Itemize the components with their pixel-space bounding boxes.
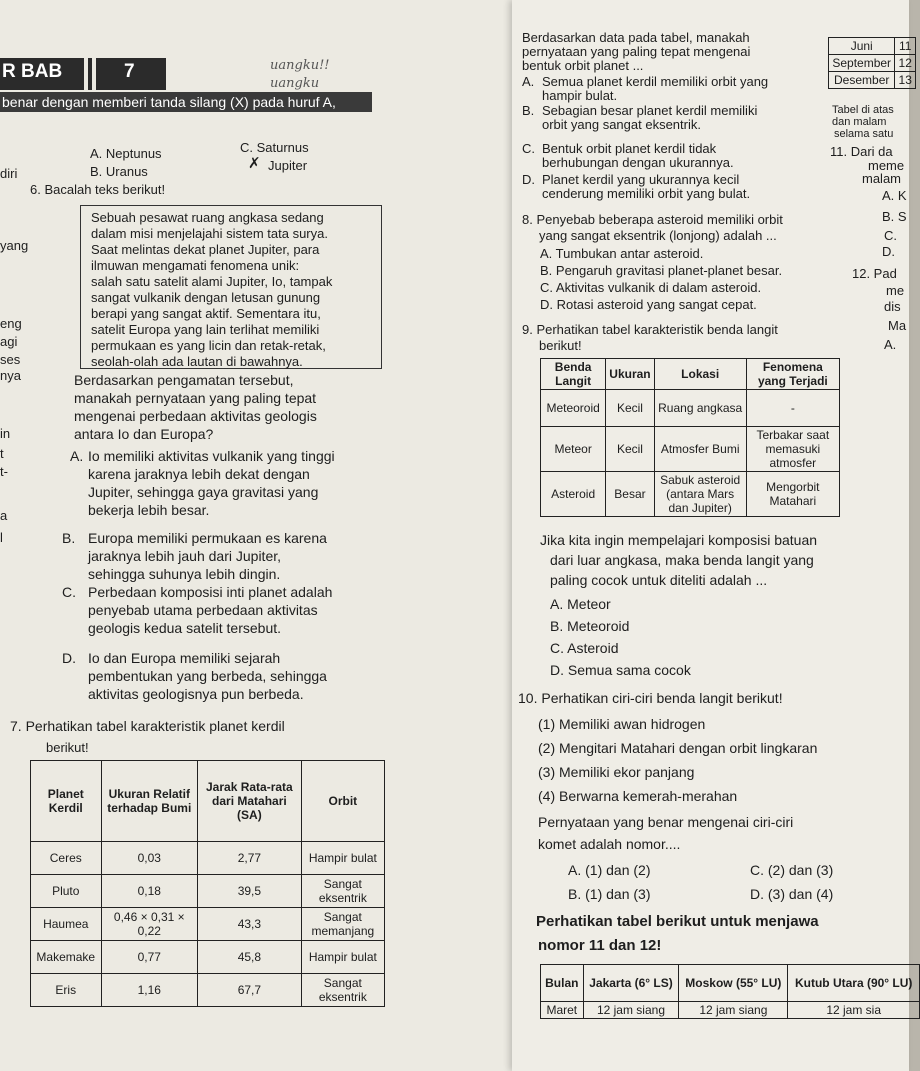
question-line: pernyataan yang paling tepat mengenai [522,44,751,59]
option-line: Perbedaan komposisi inti planet adalah [88,584,333,600]
q10-label: 10. Perhatikan ciri-ciri benda langit berikut! [518,690,783,706]
table-cell: Juni [829,38,895,55]
fragment-line: malam [862,171,902,186]
q8-label: 8. Penyebab beberapa asteroid memiliki orbit [522,212,783,227]
q6-label: 6. Bacalah teks berikut! [30,182,166,197]
table-cell: Kecil [606,390,654,427]
option-letter: D. [522,172,535,187]
option-line: Europa memiliki permukaan es karena [88,530,327,546]
divider [84,58,88,90]
question-line: antara Io dan Europa? [74,426,214,442]
column-header: Planet Kerdil [31,761,102,842]
table-cell: Sangat memanjang [301,908,384,941]
option-line: sehingga suhunya lebih dingin. [88,566,281,582]
option-c[interactable]: C. Saturnus [240,140,309,155]
question-line: paling cocok untuk diteliti adalah ... [550,572,768,588]
option-letter: D. [62,650,76,666]
table-row [829,55,916,72]
table-cell: Hampir bulat [301,941,384,974]
table-cell: 12 jam sia [788,1002,920,1019]
edge-word: nya [0,368,21,383]
list-item: (1) Memiliki awan hidrogen [538,716,706,732]
table-cell: 0,18 [101,875,198,908]
table-row [829,72,916,89]
table-row [31,908,385,941]
question-line: Berdasarkan pengamatan tersebut, [74,372,294,388]
column-header: Orbit [301,761,384,842]
question-line: bentuk orbit planet ... [522,58,644,73]
chapter-header [0,58,166,90]
column-header: Jakarta (6° LS) [583,965,679,1002]
option-line: jaraknya lebih jauh dari Jupiter, [88,548,282,564]
question-line: Pernyataan yang benar mengenai ciri-ciri [538,814,794,830]
instruction-line: Perhatikan tabel berikut untuk menjawa [536,913,819,930]
edge-word: yang [0,238,29,253]
table-row [31,842,385,875]
option-line: B. Meteoroid [550,618,630,634]
option-line: D. Rotasi asteroid yang sangat cepat. [540,297,757,312]
table-cell: 0,46 × 0,31 × 0,22 [101,908,198,941]
option-b[interactable]: B. Uranus [90,164,148,179]
edge-text: diri [0,166,18,181]
q6-passage-box [80,205,382,369]
table-cell: 45,8 [198,941,302,974]
table-cell: Kecil [606,427,654,472]
option-line: C. Asteroid [550,640,619,656]
option-letter: B. [62,530,76,546]
passage-line: ilmuwan mengamati fenomena unik: [91,258,300,273]
option-letter: C. [522,141,535,156]
table-row [541,427,840,472]
fragment-line: 11. Dari da [830,144,893,159]
option-line: berhubungan dengan ukurannya. [542,155,734,170]
column-header: Kutub Utara (90° LU) [788,965,920,1002]
fragment-line: C. [884,228,897,243]
table-cell: 12 [895,55,916,72]
option-line: D. Semua sama cocok [550,662,691,678]
passage-line: permukaan es yang licin dan retak-retak, [91,338,326,353]
table-cell: Hampir bulat [301,842,384,875]
option-line: Planet kerdil yang ukurannya kecil [542,172,740,187]
table-cell: Desember [829,72,895,89]
table-cell: 39,5 [198,875,302,908]
table-cell: Meteoroid [541,390,606,427]
option-letter: C. [62,584,76,600]
table-cell: Pluto [31,875,102,908]
cross-mark: ✗ [248,155,261,172]
question-line: komet adalah nomor.... [538,836,681,852]
celestial-table [540,358,840,517]
option-line: Jupiter, sehingga gaya gravitasi yang [88,484,319,500]
table-cell: Sangat eksentrik [301,875,384,908]
caption-line: dan malam [832,116,887,128]
option-line: C. (2) dan (3) [750,862,834,878]
option-line: Bentuk orbit planet kerdil tidak [542,141,717,156]
fragment-line: dis [884,299,901,314]
chapter-label: R BAB [2,61,63,82]
edge-word: eng [0,316,22,331]
passage-line: salah satu satelit alami Jupiter, Io, tampak [91,274,333,289]
option-line: B. Pengaruh gravitasi planet-planet besar. [540,263,783,278]
option-d[interactable]: Jupiter [268,158,308,173]
table-cell: Mengorbit Matahari [746,472,839,517]
table-row [829,38,916,55]
passage-line: satelit Europa yang lain terlihat memiliki [91,322,320,337]
option-line: aktivitas geologisnya pun berbeda. [88,686,304,702]
table-row [31,875,385,908]
passage-line: dalam misi menjelajahi sistem tata surya. [91,226,328,241]
column-header: Benda Langit [541,359,606,390]
q7-label: 7. Perhatikan tabel karakteristik planet kerdil [10,718,285,734]
table-cell: Besar [606,472,654,517]
column-header: Moskow (55° LU) [679,965,788,1002]
edge-word: a [0,508,8,523]
list-item: (3) Memiliki ekor panjang [538,764,695,780]
table-cell: 12 jam siang [679,1002,788,1019]
instruction-line: nomor 11 dan 12! [538,937,662,954]
list-item: (2) Mengitari Matahari dengan orbit lingkaran [538,740,818,756]
edge-word: t- [0,464,8,479]
table-row [31,974,385,1007]
table-cell: September [829,55,895,72]
option-line: pembentukan yang berbeda, sehingga [88,668,327,684]
column-header: Lokasi [654,359,746,390]
handwriting: uangku [270,76,320,91]
table-cell: - [746,390,839,427]
list-item: (4) Berwarna kemerah-merahan [538,788,738,804]
option-line: orbit yang sangat eksentrik. [542,117,701,132]
column-header: Bulan [541,965,584,1002]
passage-line: berapi yang sangat aktif. Sementara itu, [91,306,321,321]
fragment-line: meme [868,158,905,173]
daylight-table [540,964,920,1019]
option-line: bekerja lebih besar. [88,502,210,518]
divider [92,58,96,90]
option-line: C. Aktivitas vulkanik di dalam asteroid. [540,280,762,295]
q7-label2: berikut! [46,740,89,755]
column-header: Jarak Rata-rata dari Matahari (SA) [198,761,302,842]
table-cell: 43,3 [198,908,302,941]
table-cell: Ceres [31,842,102,875]
option-line: D. (3) dan (4) [750,886,834,902]
fragment-line: me [886,283,905,298]
option-line: karena jaraknya lebih dekat dengan [88,466,310,482]
option-line: Semua planet kerdil memiliki orbit yang [542,74,769,89]
option-line: Sebagian besar planet kerdil memiliki [542,103,758,118]
table-cell: 0,03 [101,842,198,875]
table-cell: Makemake [31,941,102,974]
fragment-line: A. [884,337,897,352]
caption-line: selama satu [834,128,894,140]
table-row [541,390,840,427]
question-line: manakah pernyataan yang paling tepat [74,390,317,406]
table-cell: Atmosfer Bumi [654,427,746,472]
dwarf-planet-table [30,760,385,1007]
month-table [828,37,916,89]
table-cell: Asteroid [541,472,606,517]
q9-label2: berikut! [539,338,582,353]
table-cell: 12 jam siang [583,1002,679,1019]
passage-line: Sebuah pesawat ruang angkasa sedang [91,210,324,225]
passage-line: Saat melintas dekat planet Jupiter, para [91,242,320,257]
option-line: Io memiliki aktivitas vulkanik yang tinggi [88,448,335,464]
option-line: B. (1) dan (3) [568,886,651,902]
edge-word: t [0,446,4,461]
question-line: Jika kita ingin mempelajari komposisi batuan [540,532,818,548]
fragment-line: B. S [882,209,907,224]
passage-line: seolah-olah ada lautan di bawahnya. [91,354,303,369]
fragment-line: 12. Pad [852,266,897,281]
option-line: penyebab utama perbedaan aktivitas [88,602,318,618]
table-cell: 0,77 [101,941,198,974]
option-line: hampir bulat. [542,88,618,103]
option-line: cenderung memiliki orbit yang bulat. [542,186,751,201]
instruction-banner: benar dengan memberi tanda silang (X) pada huruf A, [0,92,372,112]
column-header: Fenomena yang Terjadi [746,359,839,390]
table-cell: Maret [541,1002,584,1019]
table-cell: 67,7 [198,974,302,1007]
edge-word: l [0,530,3,545]
handwriting: uangku!! [270,58,330,73]
edge-word: in [0,426,11,441]
chapter-number: 7 [124,61,135,82]
table-cell: Sabuk asteroid (antara Mars dan Jupiter) [654,472,746,517]
option-letter: B. [522,103,535,118]
table-cell: Haumea [31,908,102,941]
table-row [31,941,385,974]
question-line: Berdasarkan data pada tabel, manakah [522,30,750,45]
right-page [512,0,913,1071]
column-header: Ukuran Relatif terhadap Bumi [101,761,198,842]
column-header: Ukuran [606,359,654,390]
table-cell: Terbakar saat memasuki atmosfer [746,427,839,472]
option-line: geologis kedua satelit tersebut. [88,620,282,636]
table-row [541,472,840,517]
table-cell: Sangat eksentrik [301,974,384,1007]
table-cell: Ruang angkasa [654,390,746,427]
table-cell: 2,77 [198,842,302,875]
table-cell: Meteor [541,427,606,472]
question-line: mengenai perbedaan aktivitas geologis [74,408,317,424]
fragment-line: Ma [888,318,907,333]
table-cell: 13 [895,72,916,89]
option-a[interactable]: A. Neptunus [90,146,162,161]
passage-line: sangat vulkanik dengan letusan gunung [91,290,321,305]
table-cell: 11 [895,38,916,55]
option-letter: A. [522,74,535,89]
edge-word: ses [0,352,21,367]
q9-label: 9. Perhatikan tabel karakteristik benda langit [522,322,778,337]
table-cell: Eris [31,974,102,1007]
fragment-line: A. K [882,188,907,203]
q8-label2: yang sangat eksentrik (lonjong) adalah ... [539,228,777,243]
month-table-caption: Tabel di atas [832,104,894,116]
option-line: Io dan Europa memiliki sejarah [88,650,281,666]
option-line: A. Tumbukan antar asteroid. [540,246,704,261]
table-cell: 1,16 [101,974,198,1007]
option-line: A. Meteor [550,596,611,612]
option-letter: A. [70,448,84,464]
fragment-line: D. [882,244,895,259]
edge-word: agi [0,334,18,349]
option-line: A. (1) dan (2) [568,862,651,878]
question-line: dari luar angkasa, maka benda langit yang [550,552,814,568]
